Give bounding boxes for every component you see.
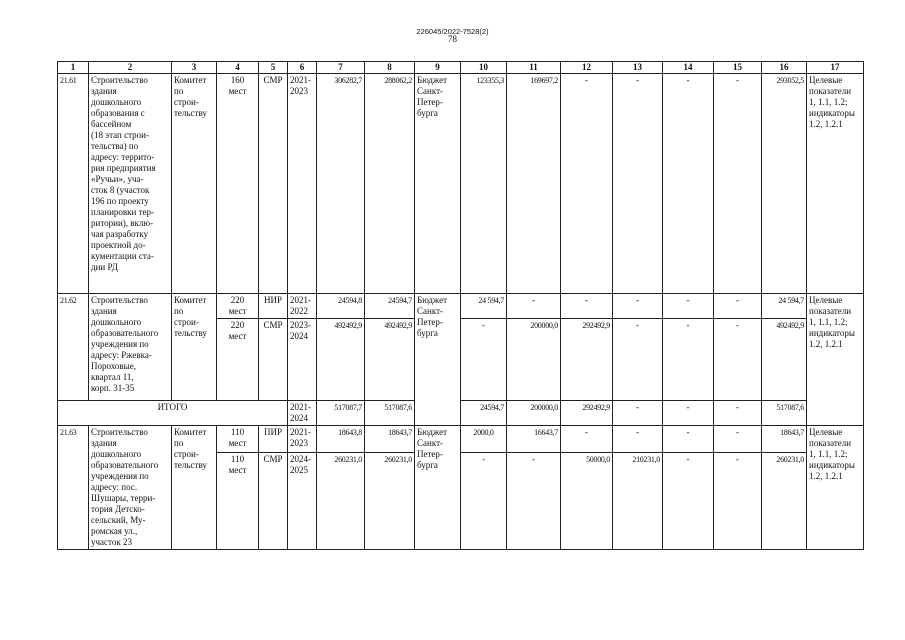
cell-10: 2000,0	[461, 426, 507, 453]
work-stage: СМР	[259, 74, 288, 294]
cell-13: -	[613, 294, 663, 319]
cell-15: -	[714, 452, 762, 549]
column-header: 3	[172, 62, 217, 74]
cell-16: 492492,9	[762, 319, 807, 401]
cell-10: 123355,3	[461, 74, 507, 294]
row-number: 21.61	[58, 74, 89, 294]
cell-7: 18643,8	[317, 426, 365, 453]
work-stage: СМР	[259, 452, 288, 549]
cell-15: -	[714, 401, 762, 426]
row-number: 21.62	[58, 294, 89, 401]
capacity: 220 мест	[217, 294, 259, 319]
cell-8: 18643,7	[365, 426, 415, 453]
column-header: 16	[762, 62, 807, 74]
cell-7: 306282,7	[317, 74, 365, 294]
work-stage: СМР	[259, 319, 288, 401]
cell-11: 169697,2	[507, 74, 561, 294]
cell-13: -	[613, 319, 663, 401]
document-code: 226045/2022-7528(2)	[416, 27, 489, 36]
cell-11: -	[507, 452, 561, 549]
column-header: 2	[89, 62, 172, 74]
cell-16: 18643,7	[762, 426, 807, 453]
cell-10: -	[461, 452, 507, 549]
indicators: Целевые показатели 1, 1.1, 1.2; индикаторы 1.2, 1.2.1	[807, 294, 864, 426]
cell-14: -	[663, 294, 714, 319]
cell-13: 210231,0	[613, 452, 663, 549]
total-row	[58, 401, 864, 426]
cell-10: -	[461, 319, 507, 401]
years: 2021- 2024	[288, 401, 317, 426]
cell-7: 24594,8	[317, 294, 365, 319]
cell-13: -	[613, 401, 663, 426]
cell-16: 293052,5	[762, 74, 807, 294]
cell-14: -	[663, 74, 714, 294]
table-row	[58, 294, 864, 319]
cell-10: 24594,7	[461, 401, 507, 426]
funding-source: Бюджет Санкт- Петер- бурга	[415, 294, 461, 426]
cell-7: 492492,9	[317, 319, 365, 401]
customer: Комитет по строи- тельству	[172, 74, 217, 294]
cell-8: 517087,6	[365, 401, 415, 426]
column-header: 1	[58, 62, 89, 74]
capacity: 110 мест	[217, 426, 259, 453]
column-header: 8	[365, 62, 415, 74]
column-header: 15	[714, 62, 762, 74]
capacity: 160 мест	[217, 74, 259, 294]
object-name: Строительство здания дошкольного образовательного учреждения по адресу: пос. Шушары, терри- тория Детско- сельский, Му- ромская ул., участок 23	[89, 426, 172, 550]
funding-source: Бюджет Санкт- Петер- бурга	[415, 74, 461, 294]
column-header: 6	[288, 62, 317, 74]
cell-8: 492492,9	[365, 319, 415, 401]
cell-11: -	[507, 294, 561, 319]
customer: Комитет по строи- тельству	[172, 426, 217, 550]
cell-12: 292492,9	[561, 401, 613, 426]
cell-8: 260231,0	[365, 452, 415, 549]
object-name: Строительство здания дошкольного образовательного учреждения по адресу: Ржевка- Пороховые, квартал 11, корп. 31-35	[89, 294, 172, 401]
years: 2024- 2025	[288, 452, 317, 549]
column-header: 4	[217, 62, 259, 74]
total-label: ИТОГО	[58, 401, 288, 426]
cell-12: -	[561, 426, 613, 453]
column-header: 12	[561, 62, 613, 74]
work-stage: ПИР	[259, 426, 288, 453]
cell-16: 517087,6	[762, 401, 807, 426]
column-header: 9	[415, 62, 461, 74]
cell-12: 50000,0	[561, 452, 613, 549]
column-header: 14	[663, 62, 714, 74]
indicators: Целевые показатели 1, 1.1, 1.2; индикаторы 1.2, 1.2.1	[807, 74, 864, 294]
years: 2021- 2022	[288, 294, 317, 319]
page-number: 78	[448, 34, 457, 44]
years: 2021- 2023	[288, 426, 317, 453]
cell-12: 292492,9	[561, 319, 613, 401]
cell-12: -	[561, 294, 613, 319]
cell-15: -	[714, 74, 762, 294]
cell-15: -	[714, 294, 762, 319]
cell-14: -	[663, 452, 714, 549]
cell-11: 16643,7	[507, 426, 561, 453]
program-table	[57, 61, 864, 550]
capacity: 110 мест	[217, 452, 259, 549]
cell-14: -	[663, 401, 714, 426]
cell-12: -	[561, 74, 613, 294]
cell-13: -	[613, 74, 663, 294]
cell-16: 24 594,7	[762, 294, 807, 319]
cell-13: -	[613, 426, 663, 453]
cell-10: 24 594,7	[461, 294, 507, 319]
customer: Комитет по строи- тельству	[172, 294, 217, 401]
cell-11: 200000,0	[507, 319, 561, 401]
cell-16: 260231,0	[762, 452, 807, 549]
cell-8: 288062,2	[365, 74, 415, 294]
column-header: 11	[507, 62, 561, 74]
cell-11: 200000,0	[507, 401, 561, 426]
column-header: 17	[807, 62, 864, 74]
cell-7: 517087,7	[317, 401, 365, 426]
work-stage: НИР	[259, 294, 288, 319]
years: 2021- 2023	[288, 74, 317, 294]
table-row	[58, 426, 864, 453]
column-header: 5	[259, 62, 288, 74]
column-header: 10	[461, 62, 507, 74]
column-header: 13	[613, 62, 663, 74]
table-header-row	[58, 62, 864, 74]
cell-15: -	[714, 426, 762, 453]
column-header: 7	[317, 62, 365, 74]
funding-source: Бюджет Санкт- Петер- бурга	[415, 426, 461, 550]
years: 2023- 2024	[288, 319, 317, 401]
cell-14: -	[663, 426, 714, 453]
cell-8: 24594,7	[365, 294, 415, 319]
capacity: 220 мест	[217, 319, 259, 401]
table-row	[58, 74, 864, 294]
cell-14: -	[663, 319, 714, 401]
indicators: Целевые показатели 1, 1.1, 1.2; индикаторы 1.2, 1.2.1	[807, 426, 864, 550]
cell-7: 260231,0	[317, 452, 365, 549]
row-number: 21.63	[58, 426, 89, 550]
cell-15: -	[714, 319, 762, 401]
object-name: Строительство здания дошкольного образования с бассейном (18 этап строи- тельства) по адресу: террито- рия предприятия «Ручьи», уча- сток 8 (участок 196 по проекту планировки тер- ритории), вклю- чая разработку проектной до- кументации ста- дии РД	[89, 74, 172, 294]
